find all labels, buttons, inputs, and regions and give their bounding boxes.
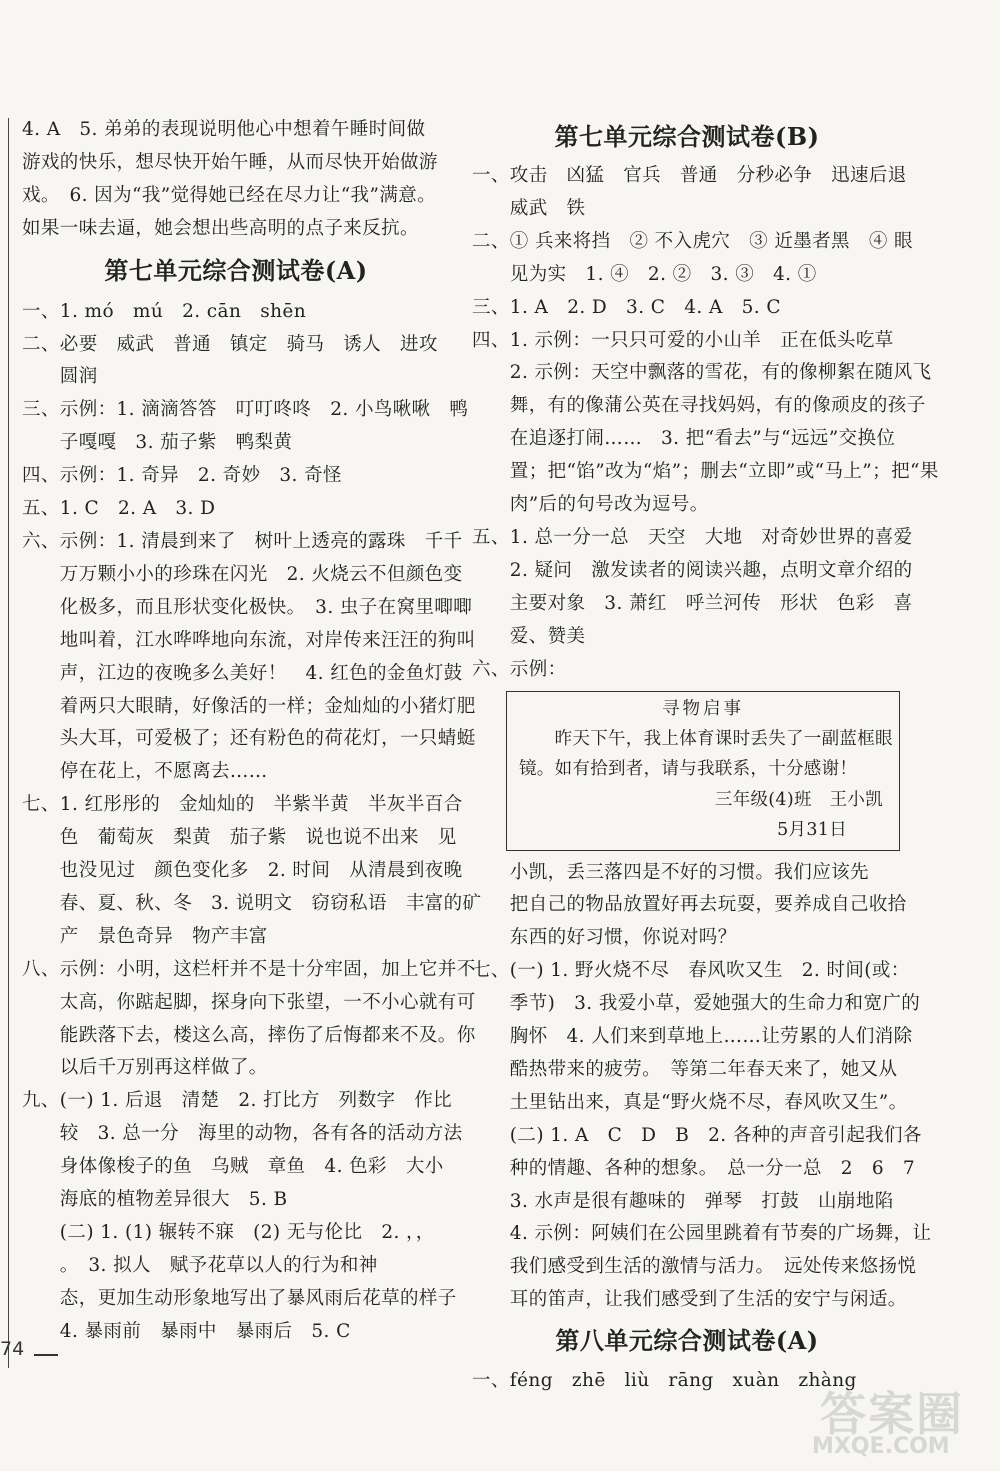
answer-line: 九、(一) 1. 后退 清楚 2. 打比方 列数字 作比 bbox=[22, 1090, 453, 1112]
answer-line: 以后千万别再这样做了。 bbox=[22, 1057, 268, 1079]
answer-line: 春、夏、秋、冬 3. 说明文 窃窃私语 丰富的矿 bbox=[22, 892, 482, 914]
answer-line: 海底的植物差异很大 5. B bbox=[22, 1189, 288, 1211]
answer-line: 五、1. 总一分一总 天空 大地 对奇妙世界的喜爱 bbox=[472, 526, 913, 548]
answer-line: 耳的笛声，让我们感受到了生活的安宁与闲适。 bbox=[472, 1289, 907, 1311]
answer-line: 舞，有的像蒲公英在寻找妈妈，有的像顽皮的孩子 bbox=[472, 395, 926, 417]
answer-line: 我们感受到生活的激情与活力。 远处传来悠扬悦 bbox=[472, 1256, 917, 1278]
answer-line: 声，江边的夜晚多么美好！ 4. 红色的金鱼灯鼓 bbox=[22, 662, 463, 684]
answer-line: 一、攻击 凶猛 官兵 普通 分秒必争 迅速后退 bbox=[472, 165, 907, 186]
answer-line: 二、必要 威武 普通 镇定 骑马 诱人 进攻 bbox=[22, 333, 438, 355]
answer-line: 戏。 6. 因为“我”觉得她已经在尽力让“我”满意。 bbox=[22, 184, 437, 206]
left-column bbox=[22, 114, 482, 1349]
notice-title: 寻物启事 bbox=[662, 698, 744, 719]
page-number-dash bbox=[34, 1354, 58, 1356]
answer-line: 二、① 兵来将挡 ② 不入虎穴 ③ 近墨者黑 ④ 眼 bbox=[472, 230, 913, 252]
answer-line: 小凯，丢三落四是不好的习惯。我们应该先 bbox=[472, 861, 869, 883]
answer-line: 2. 示例：天空中飘落的雪花，有的像柳絮在随风飞 bbox=[472, 362, 932, 384]
answer-line: 3. 水声是很有趣味的 弹琴 打鼓 山崩地陷 bbox=[472, 1190, 894, 1212]
answer-line: 化极多，而且形状变化极快。 3. 虫子在窝里唧唧 bbox=[22, 596, 473, 618]
section-title-unit8-a: 第八单元综合测试卷(A) bbox=[555, 1326, 819, 1356]
answer-line: 酷热带来的疲劳。 等第二年春天来了，她又从 bbox=[472, 1058, 898, 1080]
answer-line: 四、1. 示例：一只只可爱的小山羊 正在低头吃草 bbox=[472, 329, 894, 351]
answer-line: 4. A 5. 弟弟的表现说明他心中想着午睡时间做 bbox=[22, 119, 426, 140]
answer-line: 爱、赞美 bbox=[472, 625, 586, 647]
answer-line: 七、1. 红彤彤的 金灿灿的 半紫半黄 半灰半百合 bbox=[22, 794, 463, 816]
answer-line: 2. 疑问 激发读者的阅读兴趣，点明文章介绍的 bbox=[472, 559, 913, 581]
answer-line: 威武 铁 bbox=[472, 197, 586, 219]
answer-line: 4. 示例：阿姨们在公园里跳着有节奏的广场舞，让 bbox=[472, 1223, 932, 1245]
answer-line: 态，更加生动形象地写出了暴风雨后花草的样子 bbox=[22, 1287, 457, 1309]
answer-line: 也没见过 颜色变化多 2. 时间 从清晨到夜晚 bbox=[22, 860, 463, 882]
answer-line: 着两只大眼睛，好像活的一样；金灿灿的小猪灯肥 bbox=[22, 695, 476, 717]
notice-date: 5月31日 bbox=[777, 820, 847, 840]
answer-line: 。 3. 拟人 赋予花草以人的行为和神 bbox=[22, 1254, 378, 1276]
answer-line: 把自己的物品放置好再去玩耍，要养成自己收拾 bbox=[472, 894, 907, 916]
answer-line: 八、示例：小明，这栏杆并不是十分牢固，加上它并不 bbox=[22, 958, 476, 980]
answer-line: 季节) 3. 我爱小草，爱她强大的生命力和宽广的 bbox=[472, 993, 921, 1015]
watermark-logo bbox=[806, 1378, 986, 1464]
answer-line: 如果一味去逼，她会想出些高明的点子来反抗。 bbox=[22, 217, 419, 239]
answer-line: 置；把“馅”改为“焰”；删去“立即”或“马上”；把“果 bbox=[472, 461, 939, 483]
answer-line: 色 葡萄灰 梨黄 茄子紫 说也说不出来 见 bbox=[22, 827, 457, 849]
answer-line: 种的情趣、各种的想象。 总一分一总 2 6 7 bbox=[472, 1157, 916, 1179]
answer-line: 四、示例：1. 奇异 2. 奇妙 3. 奇怪 bbox=[22, 465, 342, 487]
answer-line: 土里钻出来，真是“野火烧不尽，春风吹又生”。 bbox=[472, 1091, 908, 1113]
left-margin-rule bbox=[8, 118, 9, 1368]
answers-unit7-b-continued bbox=[472, 857, 932, 1318]
answer-line: 4. 暴雨前 暴雨中 暴雨后 5. C bbox=[22, 1320, 351, 1342]
answer-line: (二) 1. A C D B 2. 各种的声音引起我们各 bbox=[472, 1124, 922, 1146]
answer-line: 六、示例：1. 清晨到来了 树叶上透亮的露珠 千千 bbox=[22, 530, 463, 552]
answer-line: 太高，你踮起脚，探身向下张望，一不小心就有可 bbox=[22, 991, 476, 1013]
answer-line: 能跌落下去，楼这么高，摔伤了后悔都来不及。你 bbox=[22, 1024, 476, 1046]
answer-line: 胸怀 4. 人们来到草地上……让劳累的人们消除 bbox=[472, 1026, 913, 1048]
answers-unit7-a bbox=[22, 296, 482, 1349]
right-column bbox=[472, 114, 939, 1398]
answer-line: 七、(一) 1. 野火烧不尽 春风吹又生 2. 时间(或： bbox=[472, 960, 910, 982]
answer-line: 六、示例： bbox=[472, 658, 567, 680]
answer-line: 地叫着，江水哗哗地向东流，对岸传来汪汪的狗叫 bbox=[22, 629, 476, 651]
answer-line: 东西的好习惯，你说对吗？ bbox=[472, 927, 737, 949]
answer-line: 在追逐打闹…… 3. 把“看去”与“远远”交换位 bbox=[472, 428, 896, 450]
answer-line: 较 3. 总一分 海里的动物，各有各的活动方法 bbox=[22, 1123, 463, 1145]
section-title-unit7-b: 第七单元综合测试卷(B) bbox=[554, 122, 820, 151]
answer-line: 头大耳，可爱极了；还有粉色的荷花灯，一只蜻蜓 bbox=[22, 728, 476, 750]
answer-line: 停在花上，不愿离去…… bbox=[22, 761, 268, 783]
answer-line: 一、féng zhē liù rāng xuàn zhàng bbox=[472, 1370, 857, 1392]
notice-body bbox=[519, 724, 893, 785]
answer-line: (二) 1. (1) 辗转不寐 (2) 无与伦比 2. ，， bbox=[22, 1222, 435, 1243]
answers-unit7-b bbox=[472, 160, 939, 687]
lost-item-notice-box bbox=[506, 691, 900, 851]
notice-signer: 三年级(4)班 王小凯 bbox=[714, 789, 883, 810]
answer-line: 身体像梭子的鱼 乌贼 章鱼 4. 色彩 大小 bbox=[22, 1156, 444, 1178]
watermark-top-text: 答案圈 bbox=[820, 1387, 964, 1441]
notice-line: 昨天下午，我上体育课时丢失了一副蓝框眼 bbox=[519, 728, 893, 749]
notice-line: 镜。如有拾到者，请与我联系，十分感谢！ bbox=[519, 759, 858, 779]
answer-line: 圆润 bbox=[22, 366, 98, 388]
answer-line: 主要对象 3. 萧红 呼兰河传 形状 色彩 喜 bbox=[472, 592, 913, 614]
answer-line: 五、1. C 2. A 3. D bbox=[22, 498, 216, 520]
answers-unit6-tail bbox=[22, 114, 450, 246]
answer-line: 肉”后的句号改为逗号。 bbox=[472, 494, 709, 516]
section-title-unit7-a: 第七单元综合测试卷(A) bbox=[104, 255, 368, 285]
watermark-bottom-text: MXQE.COM bbox=[812, 1434, 950, 1459]
answer-line: 游戏的快乐，想尽快开始午睡，从而尽快开始做游 bbox=[22, 151, 438, 173]
answer-line: 一、1. mó mú 2. cān shēn bbox=[22, 300, 307, 322]
answer-line: 三、示例：1. 滴滴答答 叮叮咚咚 2. 小鸟啾啾 鸭 bbox=[22, 399, 469, 421]
answer-line: 子嘎嘎 3. 茄子紫 鸭梨黄 bbox=[22, 432, 293, 454]
page-number: 74 bbox=[0, 1338, 25, 1360]
answer-line: 见为实 1. ④ 2. ② 3. ③ 4. ① bbox=[472, 263, 817, 285]
answer-line: 产 景色奇异 物产丰富 bbox=[22, 925, 268, 947]
answer-line: 三、1. A 2. D 3. C 4. A 5. C bbox=[472, 296, 781, 318]
answer-line: 万万颗小小的珍珠在闪光 2. 火烧云不但颜色变 bbox=[22, 563, 463, 585]
